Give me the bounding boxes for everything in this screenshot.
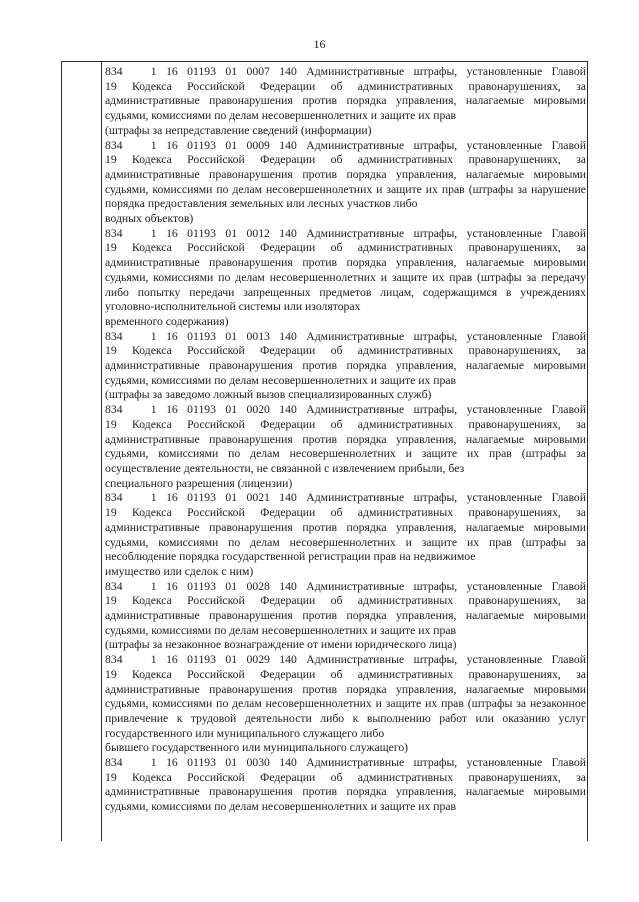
code-line bbox=[105, 139, 586, 154]
entry-title-lead: Административные штрафы, установленные Главой bbox=[306, 226, 587, 240]
budget-classification-code: 834 1 16 01193 01 0030 140 bbox=[105, 756, 297, 770]
entry-description: 19 Кодекса Российской Федерации об административных правонарушениях, за административные правонарушения против порядка управления, налагаемые мировыми судьями, комиссиями по делам несовершеннолетних и защите их прав bbox=[105, 770, 586, 814]
entry-description-tail: специального разрешения (лицензии) bbox=[105, 476, 293, 490]
entry-description: 19 Кодекса Российской Федерации об административных правонарушениях, за административные правонарушения против порядка управления, налагаемые мировыми судьями, комиссиями по делам несовершеннолетних и защите их прав (штрафы за передачу либо попытку передачи запрещенных предметов лицам, содержащимся в учреждениях уголовно-исполнительной системы или изоляторах bbox=[105, 241, 586, 314]
code-line bbox=[105, 65, 586, 80]
code-entry bbox=[105, 580, 586, 654]
budget-classification-code: 834 1 16 01193 01 0009 140 bbox=[105, 138, 297, 152]
code-entry bbox=[105, 139, 586, 227]
entry-description-tail: (штрафы за незаконное вознаграждение от имени юридического лица) bbox=[105, 638, 457, 652]
budget-code-table bbox=[61, 61, 588, 841]
code-line bbox=[105, 227, 586, 242]
code-entry bbox=[105, 330, 586, 404]
entry-title-lead: Административные штрафы, установленные Главой bbox=[306, 403, 587, 417]
entry-description: 19 Кодекса Российской Федерации об административных правонарушениях, за административные правонарушения против порядка управления, налагаемые мировыми судьями, комиссиями по делам несовершеннолетних и защите их прав (штрафы за незаконное привлечение к трудовой деятельности либо к выполнению работ или оказанию услуг государственного или муниципального служащего либо bbox=[105, 667, 586, 740]
entry-description: 19 Кодекса Российской Федерации об административных правонарушениях, за административные правонарушения против порядка управления, налагаемые мировыми судьями, комиссиями по делам несовершеннолетних и защите их прав bbox=[105, 79, 586, 123]
entry-title-lead: Административные штрафы, установленные Главой bbox=[306, 329, 587, 343]
empty-left-column bbox=[62, 62, 102, 841]
entry-title-lead: Административные штрафы, установленные Главой bbox=[306, 491, 587, 505]
budget-classification-code: 834 1 16 01193 01 0013 140 bbox=[105, 329, 297, 343]
code-line bbox=[105, 756, 586, 771]
code-line bbox=[105, 330, 586, 345]
page-number: 16 bbox=[313, 37, 326, 51]
code-entry bbox=[105, 65, 586, 139]
budget-classification-code: 834 1 16 01193 01 0007 140 bbox=[105, 65, 297, 78]
entry-description: 19 Кодекса Российской Федерации об административных правонарушениях, за административные правонарушения против порядка управления, налагаемые мировыми судьями, комиссиями по делам несовершеннолетних и защите их прав bbox=[105, 594, 586, 637]
entry-title-lead: Административные штрафы, установленные Главой bbox=[306, 579, 587, 593]
code-entry bbox=[105, 756, 586, 815]
code-entry bbox=[105, 653, 586, 756]
code-entry bbox=[105, 491, 586, 579]
entry-description-tail: (штрафы за непредставление сведений (информации) bbox=[105, 123, 372, 137]
entry-description: 19 Кодекса Российской Федерации об административных правонарушениях, за административные правонарушения против порядка управления, налагаемые мировыми судьями, комиссиями по делам несовершеннолетних и защите их прав (штрафы за нарушение порядка предоставления земельных или лесных участков либо bbox=[105, 153, 586, 211]
budget-classification-code: 834 1 16 01193 01 0029 140 bbox=[105, 653, 297, 667]
entry-title-lead: Административные штрафы, установленные Главой bbox=[306, 138, 587, 152]
entry-title-lead: Административные штрафы, установленные Главой bbox=[306, 653, 587, 667]
code-entry bbox=[105, 403, 586, 491]
budget-classification-code: 834 1 16 01193 01 0020 140 bbox=[105, 403, 297, 417]
code-line bbox=[105, 491, 586, 506]
code-line bbox=[105, 580, 586, 595]
entry-description: 19 Кодекса Российской Федерации об административных правонарушениях, за административные правонарушения против порядка управления, налагаемые мировыми судьями, комиссиями по делам несовершеннолетних и защите их прав (штрафы за несоблюдение порядка государственной регистрации прав на недвижимое bbox=[105, 506, 586, 564]
entry-description: 19 Кодекса Российской Федерации об административных правонарушениях, за административные правонарушения против порядка управления, налагаемые мировыми судьями, комиссиями по делам несовершеннолетних и защите их прав (штрафы за осуществление деятельности, не связанной с извлечением прибыли, без bbox=[105, 417, 586, 475]
entry-description-tail: имущество или сделок с ним) bbox=[105, 564, 254, 578]
code-line bbox=[105, 403, 586, 418]
entry-description-tail: водных объектов) bbox=[105, 212, 194, 226]
entry-title-lead: Административные штрафы, установленные Главой bbox=[306, 756, 587, 770]
code-entry bbox=[105, 227, 586, 330]
budget-classification-code: 834 1 16 01193 01 0028 140 bbox=[105, 579, 297, 593]
entry-description: 19 Кодекса Российской Федерации об административных правонарушениях, за административные правонарушения против порядка управления, налагаемые мировыми судьями, комиссиями по делам несовершеннолетних и защите их прав bbox=[105, 344, 586, 387]
budget-classification-code: 834 1 16 01193 01 0021 140 bbox=[105, 491, 297, 505]
entry-description-tail: временного содержания) bbox=[105, 314, 229, 328]
entry-description-tail: бывшего государственного или муниципального служащего) bbox=[105, 741, 409, 755]
entry-title-lead: Административные штрафы, установленные Главой bbox=[306, 65, 587, 78]
budget-classification-code: 834 1 16 01193 01 0012 140 bbox=[105, 226, 297, 240]
entries-list bbox=[105, 65, 586, 815]
code-line bbox=[105, 653, 586, 668]
entry-description-tail: (штрафы за заведомо ложный вызов специализированных служб) bbox=[105, 388, 432, 402]
